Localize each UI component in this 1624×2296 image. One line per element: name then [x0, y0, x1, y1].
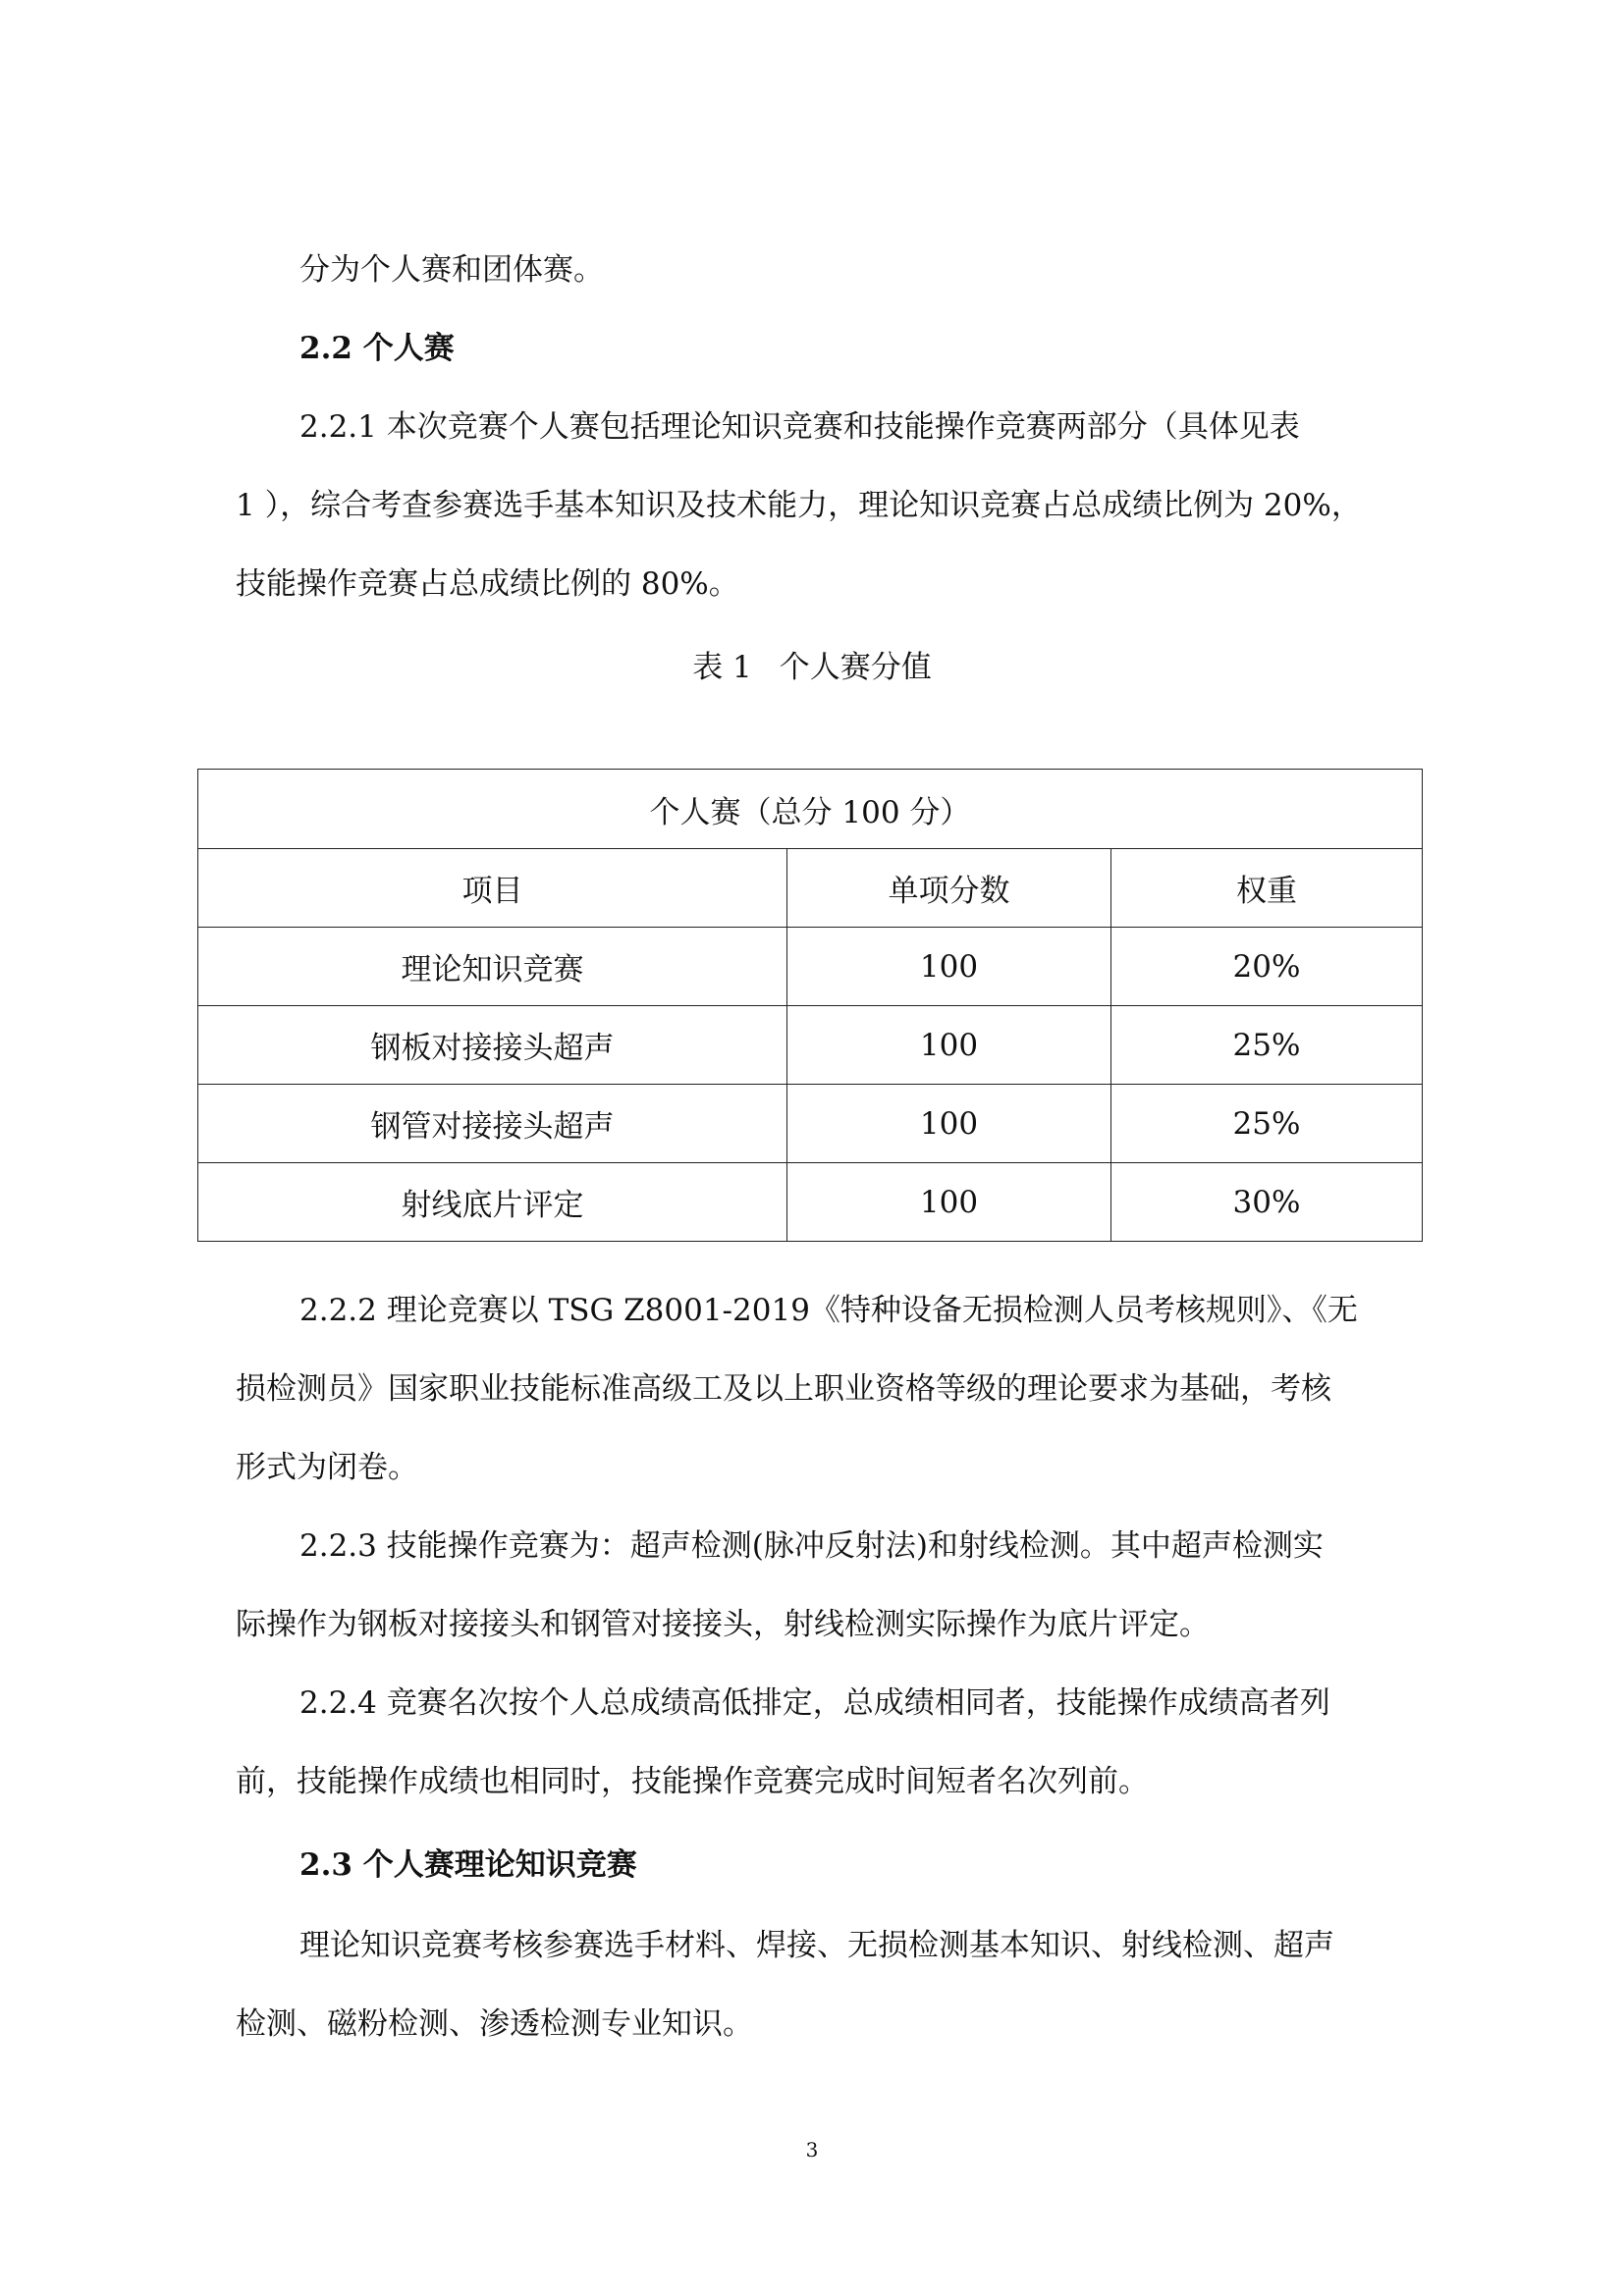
row-score: 100 [787, 1006, 1111, 1085]
section-heading-2-3: 2.3 个人赛理论知识竞赛 [299, 1847, 637, 1883]
paragraph-2-2-3-line-1: 2.2.3 技能操作竞赛为：超声检测(脉冲反射法)和射线检测。其中超声检测实 [299, 1528, 1324, 1564]
table-row [198, 1085, 1423, 1163]
row-weight: 30% [1111, 1163, 1423, 1242]
paragraph-2-2-2-line-1: 2.2.2 理论竞赛以 TSG Z8001-2019《特种设备无损检测人员考核规则》、《无 [299, 1293, 1358, 1328]
table-caption-label: 表 1 [692, 650, 752, 685]
header-score: 单项分数 [787, 849, 1111, 928]
score-table [197, 769, 1423, 1242]
paragraph-2-3-line-2: 检测、磁粉检测、渗透检测专业知识。 [236, 2006, 753, 2042]
paragraph-2-2-1-line-2: 1 ），综合考查参赛选手基本知识及技术能力，理论知识竞赛占总成绩比例为 20%， [236, 488, 1362, 523]
paragraph-2-2-1-line-3: 技能操作竞赛占总成绩比例的 80%。 [236, 566, 739, 602]
row-weight: 25% [1111, 1085, 1423, 1163]
table-caption-row [198, 770, 1423, 849]
paragraph-2-2-3-line-2: 际操作为钢板对接接头和钢管对接接头，射线检测实际操作为底片评定。 [236, 1607, 1210, 1642]
page-number: 3 [805, 2138, 819, 2162]
paragraph-2-2-2-line-3: 形式为闭卷。 [236, 1450, 418, 1485]
table-title-cell: 个人赛（总分 100 分） [198, 770, 1423, 849]
table-row [198, 928, 1423, 1006]
section-heading-2-2: 2.2 个人赛 [299, 331, 455, 366]
row-weight: 20% [1111, 928, 1423, 1006]
row-item: 钢管对接接头超声 [198, 1085, 787, 1163]
paragraph-2-3-line-1: 理论知识竞赛考核参赛选手材料、焊接、无损检测基本知识、射线检测、超声 [299, 1928, 1334, 1963]
paragraph-2-2-2-line-2: 损检测员》国家职业技能标准高级工及以上职业资格等级的理论要求为基础，考核 [236, 1371, 1331, 1407]
row-score: 100 [787, 1085, 1111, 1163]
row-score: 100 [787, 928, 1111, 1006]
paragraph-2-2-4-line-2: 前，技能操作成绩也相同时，技能操作竞赛完成时间短者名次列前。 [236, 1764, 1149, 1799]
row-item: 理论知识竞赛 [198, 928, 787, 1006]
row-item: 钢板对接接头超声 [198, 1006, 787, 1085]
row-weight: 25% [1111, 1006, 1423, 1085]
paragraph-2-2-4-line-1: 2.2.4 竞赛名次按个人总成绩高低排定，总成绩相同者，技能操作成绩高者列 [299, 1685, 1330, 1721]
header-item: 项目 [198, 849, 787, 928]
table-header-row [198, 849, 1423, 928]
table-row [198, 1163, 1423, 1242]
table-row [198, 1006, 1423, 1085]
paragraph-2-2-1-line-1: 2.2.1 本次竞赛个人赛包括理论知识竞赛和技能操作竞赛两部分（具体见表 [299, 409, 1300, 445]
header-weight: 权重 [1111, 849, 1423, 928]
table-caption [0, 648, 1624, 687]
row-item: 射线底片评定 [198, 1163, 787, 1242]
intro-text: 分为个人赛和团体赛。 [299, 252, 604, 288]
row-score: 100 [787, 1163, 1111, 1242]
table-caption-title: 个人赛分值 [779, 650, 932, 685]
